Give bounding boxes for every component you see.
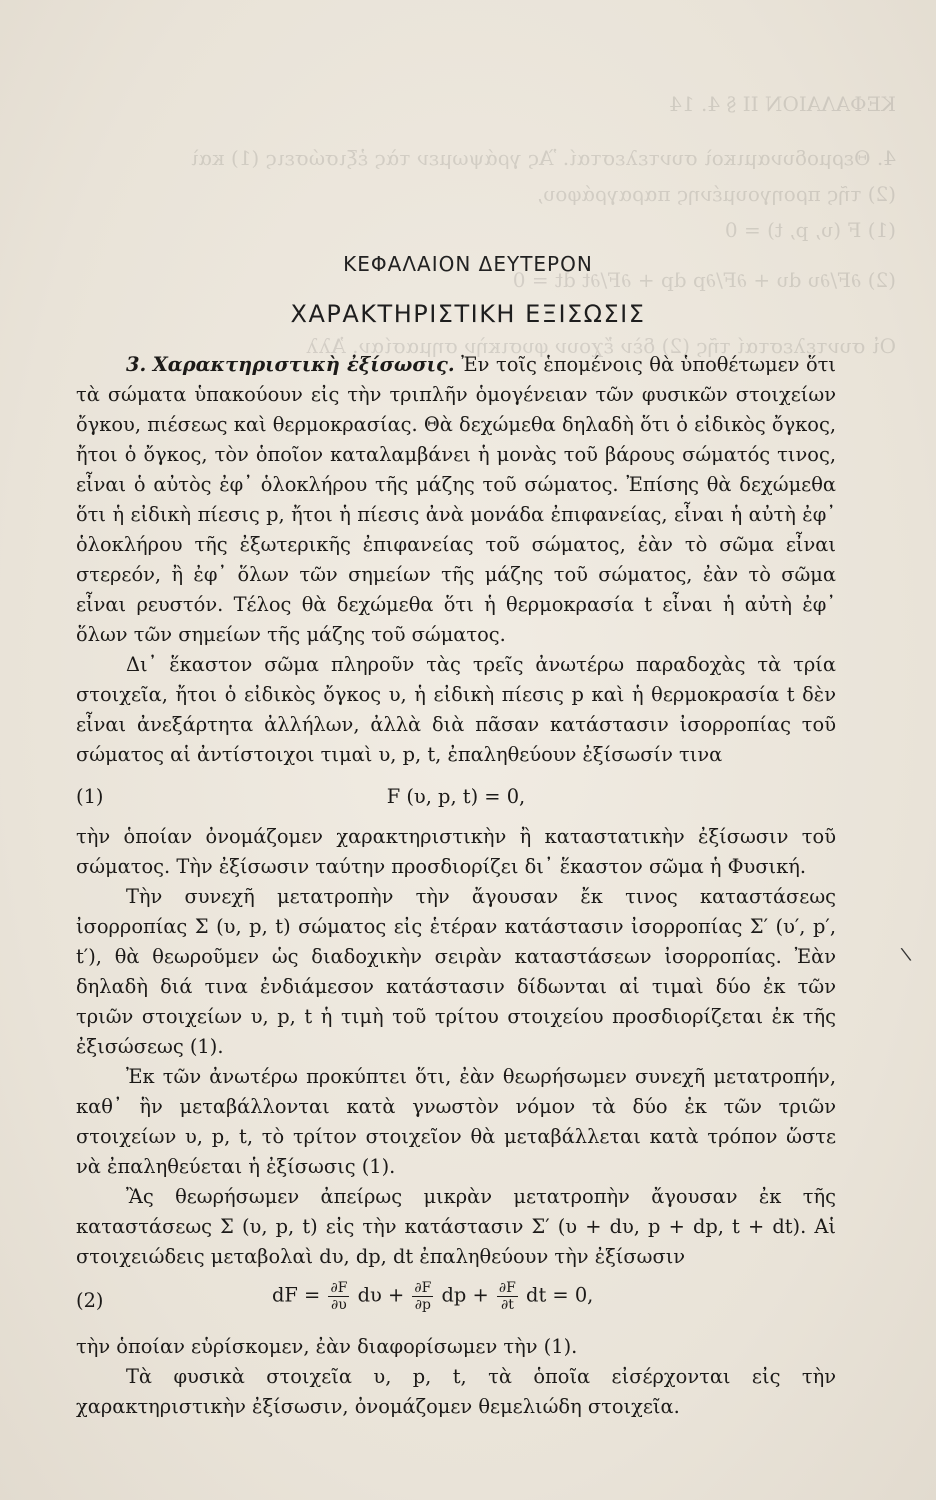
fraction-denominator: ∂υ bbox=[331, 1297, 347, 1313]
paragraph-8: Τὰ φυσικὰ στοιχεῖα υ, p, t, τὰ ὁποῖα εἰσέρχονται εἰς τὴν χαρακτηριστικὴν ἐξίσωσιν, ὀνομάζομεν θεμελιώδη στοιχεῖα. bbox=[76, 1365, 836, 1418]
paragraph-2: Δι᾽ ἕκαστον σῶμα πληροῦν τὰς τρεῖς ἀνωτέρω παραδοχὰς τὰ τρία στοιχεῖα, ἤτοι ὁ εἰδικὸς ὄγκος υ, ἡ εἰδικὴ πίεσις p καὶ ἡ θερμοκρασία t δὲν εἶναι ἀνεξάρτητα ἀλλήλων, ἀλλὰ διὰ πᾶσαν κατάστασιν ἰσορροπίας τοῦ σώματος αἱ ἀντίστοιχοι τιμαὶ υ, p, t, ἐπαληθεύουν ἐξίσωσίν τινα bbox=[76, 653, 836, 766]
fraction-numerator: ∂F bbox=[498, 1280, 516, 1296]
section-heading: Χαρακτηριστικὴ ἐξίσωσις. bbox=[152, 353, 455, 376]
chapter-title: ΧΑΡΑΚΤΗΡΙΣΤΙΚΗ ΕΞΙΣΩΣΙΣ bbox=[290, 300, 646, 328]
chapter-heading: ΚΕΦΑΛΑΙΟΝ ΔΕΥΤΕΡΟΝ bbox=[343, 252, 593, 276]
equation-body: F (υ, p, t) = 0, bbox=[386, 785, 526, 808]
equation-term: dt = 0, bbox=[526, 1283, 594, 1307]
partial-fraction bbox=[412, 1280, 433, 1313]
partial-fraction bbox=[328, 1280, 349, 1313]
equation-term: dυ + bbox=[357, 1283, 405, 1307]
partial-fraction bbox=[497, 1280, 518, 1313]
equation-term: dp + bbox=[441, 1283, 489, 1307]
equation-number: (2) bbox=[76, 1289, 104, 1312]
equation-2 bbox=[76, 1272, 836, 1332]
paragraph-6: Ἂς θεωρήσωμεν ἀπείρως μικρὰν μετατροπὴν ἄγουσαν ἐκ τῆς καταστάσεως Σ (υ, p, t) εἰς τὴν κατάστασιν Σ′ (υ + dυ, p + dp, t + dt). Αἱ στοιχειώδεις μεταβολαὶ dυ, dp, dt ἐπαληθεύουν τὴν ἐξίσωσιν bbox=[76, 1185, 836, 1268]
paragraph-text: Ἐν τοῖς ἑπομένοις θὰ ὑποθέτωμεν ὅτι τὰ σώματα ὑπακούουν εἰς τὴν τριπλῆν ὁμογένειαν τῶν φυσικῶν στοιχείων ὄγκου, πιέσεως καὶ θερμοκρασίας. Θὰ δεχώμεθα δηλαδὴ ὅτι ὁ εἰδικὸς ὄγκος, ἤτοι ὁ ὄγκος, τὸν ὁποῖον καταλαμβάνει ἡ μονὰς τοῦ βάρους σώματός τινος, εἶναι ὁ αὐτὸς ἐφ᾽ ὁλοκλήρου τῆς μάζης τοῦ σώματος. Ἐπίσης θὰ δεχώμεθα ὅτι ἡ εἰδικὴ πίεσις p, ἤτοι ἡ πίεσις ἀνὰ μονάδα ἐπιφανείας, εἶναι ἡ αὐτὴ ἐφ᾽ ὁλοκλήρου τῆς ἐξωτερικῆς ἐπιφανείας τοῦ σώματος, ἐὰν τὸ σῶμα εἶναι στερεόν, ἢ ἐφ᾽ ὅλων τῶν σημείων τῆς μάζης τοῦ σώματος, ἐὰν τὸ σῶμα εἶναι ρευστόν. Τέλος θὰ δεχώμεθα ὅτι ἡ θερμοκρασία t εἶναι ἡ αὐτὴ ἐφ᾽ ὅλων τῶν σημείων τῆς μάζης τοῦ σώματος. bbox=[76, 353, 836, 646]
equation-1 bbox=[76, 770, 836, 822]
fraction-denominator: ∂p bbox=[414, 1297, 431, 1313]
paragraph-1 bbox=[76, 350, 836, 650]
paragraph-4: Τὴν συνεχῆ μετατροπὴν τὴν ἄγουσαν ἔκ τινος καταστάσεως ἰσορροπίας Σ (υ, p, t) σώματος εἰς ἑτέραν κατάστασιν ἰσορροπίας Σ′ (υ′, p′, t′), θὰ θεωροῦμεν ὡς διαδοχικὴν σειρὰν καταστάσεων ἰσορροπίας. Ἐὰν δηλαδὴ διά τινα ἐνδιάμεσον κατάστασιν δίδωνται αἱ τιμαὶ δύο ἐκ τῶν τριῶν στοιχείων υ, p, t ἡ τιμὴ τοῦ τρίτου στοιχείου προσδιορίζεται ἐκ τῆς ἐξισώσεως (1). bbox=[76, 885, 836, 1058]
paragraph-5: Ἐκ τῶν ἀνωτέρω προκύπτει ὅτι, ἐὰν θεωρήσωμεν συνεχῆ μετατροπήν, καθ᾽ ἣν μεταβάλλονται κατὰ γνωστὸν νόμον τὰ δύο ἐκ τῶν τριῶν στοιχείων υ, p, t, τὸ τρίτον στοιχεῖον θὰ μεταβάλλεται κατὰ τρόπον ὥστε νὰ ἐπαληθεύεται ἡ ἐξίσωσις (1). bbox=[76, 1065, 836, 1178]
equation-lhs: dF = bbox=[272, 1283, 321, 1307]
section-number: 3. bbox=[126, 353, 147, 376]
body-text bbox=[76, 350, 836, 1422]
paragraph-7: τὴν ὁποίαν εὑρίσκομεν, ἐὰν διαφορίσωμεν τὴν (1). bbox=[76, 1335, 578, 1358]
fraction-numerator: ∂F bbox=[330, 1280, 348, 1296]
equation-body bbox=[196, 1280, 832, 1313]
equation-number: (1) bbox=[76, 785, 104, 808]
paragraph-3: τὴν ὁποίαν ὀνομάζομεν χαρακτηριστικὴν ἢ καταστατικὴν ἐξίσωσιν τοῦ σώματος. Τὴν ἐξίσωσιν ταύτην προσδιορίζει δι᾽ ἕκαστον σῶμα ἡ Φυσική. bbox=[76, 825, 836, 878]
fraction-denominator: ∂t bbox=[500, 1297, 514, 1313]
fraction-numerator: ∂F bbox=[414, 1280, 432, 1296]
margin-mark: \ bbox=[899, 943, 913, 966]
